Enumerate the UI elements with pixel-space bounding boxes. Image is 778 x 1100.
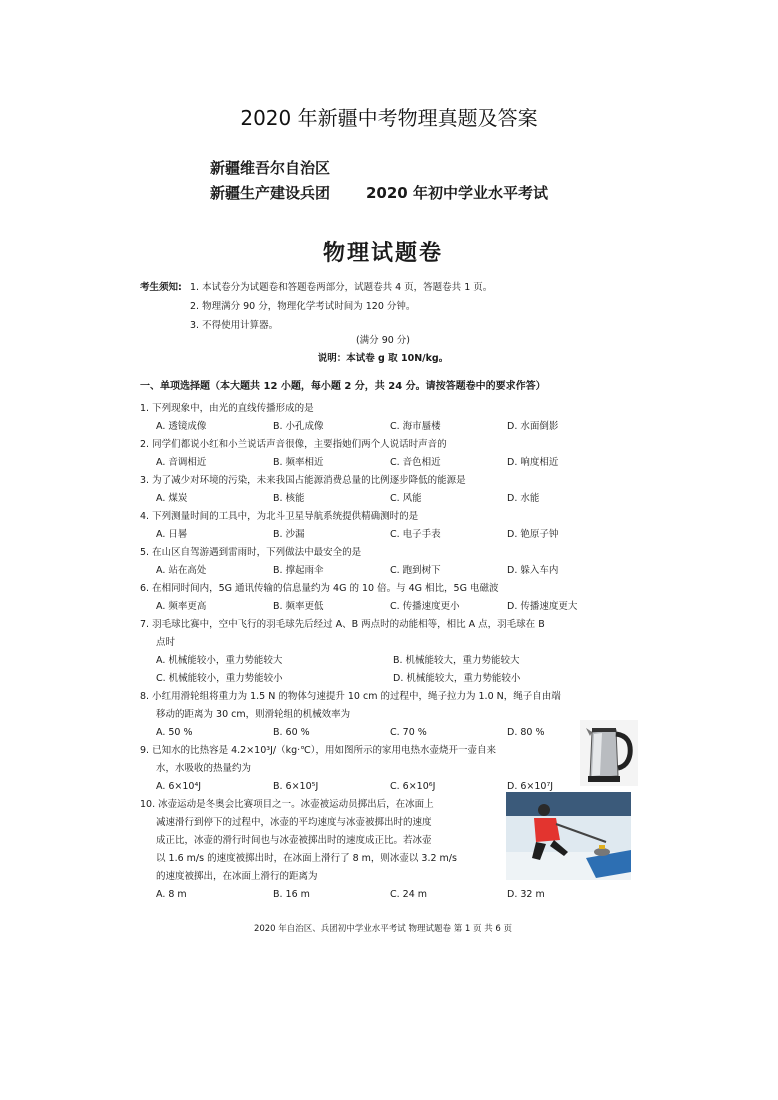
full-score-note: (满分 90 分) <box>355 335 411 346</box>
option: D. 80 % <box>507 727 545 738</box>
exam-name: 2020 年初中学业水平考试 <box>366 184 548 202</box>
option: B. 频率相近 <box>273 457 324 468</box>
question-6 <box>140 580 630 616</box>
question-1 <box>140 400 630 436</box>
candidate-notice <box>140 278 640 335</box>
option: A. 站在高处 <box>156 565 207 576</box>
option: D. 躲入车内 <box>507 565 559 576</box>
question-text: 1. 下列现象中，由光的直线传播形成的是 <box>140 403 314 414</box>
region-block <box>210 156 330 206</box>
option: D. 铯原子钟 <box>507 529 559 540</box>
option: C. 风能 <box>390 493 422 504</box>
option: B. 小孔成像 <box>273 421 324 432</box>
option: D. 响度相近 <box>507 457 559 468</box>
notice-item: 1. 本试卷分为试题卷和答题卷两部分，试题卷共 4 页，答题卷共 1 页。 <box>190 282 493 293</box>
option: C. 海市蜃楼 <box>390 421 441 432</box>
page-heading: 2020 年新疆中考物理真题及答案 <box>240 106 538 130</box>
question-3 <box>140 472 630 508</box>
option: B. 沙漏 <box>273 529 305 540</box>
question-text-cont: 水，水吸收的热量约为 <box>156 763 252 774</box>
option: B. 核能 <box>273 493 305 504</box>
question-7 <box>140 616 630 688</box>
question-text: 9. 已知水的比热容是 4.2×10³J/（kg·℃），用如图所示的家用电热水壶烧开一壶自来 <box>140 745 497 756</box>
region-line-2: 新疆生产建设兵团 <box>210 184 331 202</box>
option: C. 音色相近 <box>390 457 441 468</box>
region-line-1: 新疆维吾尔自治区 <box>210 159 331 177</box>
question-text: 2. 同学们都说小红和小兰说话声音很像，主要指她们两个人说话时声音的 <box>140 439 447 450</box>
option: D. 水面倒影 <box>507 421 559 432</box>
question-text-cont: 成正比，冰壶的滑行时间也与冰壶被掷出时的速度成正比。若冰壶 <box>156 835 432 846</box>
option: C. 电子手表 <box>390 529 441 540</box>
paper-title: 物理试题卷 <box>322 241 443 266</box>
option: A. 机械能较小，重力势能较大 <box>156 655 283 666</box>
explanation-note: 说明：本试卷 g 取 10N/kg。 <box>317 353 449 364</box>
option: A. 50 % <box>156 727 193 738</box>
question-text: 10. 冰壶运动是冬奥会比赛项目之一。冰壶被运动员掷出后，在冰面上 <box>140 799 434 810</box>
notice-item: 3. 不得使用计算器。 <box>190 320 279 331</box>
option: C. 机械能较小，重力势能较小 <box>156 673 283 684</box>
option: A. 6×10⁴J <box>156 781 202 792</box>
option: B. 16 m <box>273 889 310 900</box>
question-9 <box>140 742 630 796</box>
exam-paper-scan <box>118 150 648 940</box>
option: B. 频率更低 <box>273 601 324 612</box>
question-text: 8. 小红用滑轮组将重力为 1.5 N 的物体匀速提升 10 cm 的过程中，绳子拉力为 1.0 N，绳子自由端 <box>140 691 561 702</box>
question-4 <box>140 508 630 544</box>
question-text-cont: 移动的距离为 30 cm，则滑轮组的机械效率为 <box>156 709 351 720</box>
notice-label: 考生须知: <box>140 282 182 293</box>
question-text-cont: 减速滑行到停下的过程中，冰壶的平均速度与冰壶被掷出时的速度 <box>156 817 432 828</box>
question-text: 3. 为了减少对环境的污染，未来我国占能源消费总量的比例逐步降低的能源是 <box>140 475 466 486</box>
section-title: 一、单项选择题（本大题共 12 小题，每小题 2 分，共 24 分。请按答题卷中的要求作答） <box>140 381 546 392</box>
option: A. 8 m <box>156 889 187 900</box>
option: B. 机械能较大，重力势能较大 <box>393 655 520 666</box>
option: D. 32 m <box>507 889 545 900</box>
question-text: 7. 羽毛球比赛中，空中飞行的羽毛球先后经过 A、B 两点时的动能相等，相比 A 点，羽毛球在 B <box>140 619 545 630</box>
option: B. 60 % <box>273 727 310 738</box>
question-text-cont: 以 1.6 m/s 的速度被掷出时，在冰面上滑行了 8 m，则冰壶以 3.2 m/s <box>156 853 457 864</box>
question-5 <box>140 544 630 580</box>
question-text-cont: 的速度被掷出，在冰面上滑行的距离为 <box>156 871 318 882</box>
option: C. 跑到树下 <box>390 565 441 576</box>
option: D. 水能 <box>507 493 540 504</box>
option: D. 6×10⁷J <box>507 781 554 792</box>
option: C. 70 % <box>390 727 427 738</box>
option: C. 传播速度更小 <box>390 601 460 612</box>
question-text: 6. 在相同时间内，5G 通讯传输的信息量约为 4G 的 10 倍。与 4G 相比，5G 电磁波 <box>140 583 499 594</box>
page-footer: 2020 年自治区、兵团初中学业水平考试 物理试题卷 第 1 页 共 6 页 <box>253 924 513 934</box>
question-text: 5. 在山区自驾游遇到雷雨时，下列做法中最安全的是 <box>140 547 362 558</box>
option: C. 6×10⁶J <box>390 781 436 792</box>
curling-athlete-image <box>506 792 631 880</box>
option: C. 24 m <box>390 889 428 900</box>
option: B. 撑起雨伞 <box>273 565 324 576</box>
question-2 <box>140 436 630 472</box>
option: A. 频率更高 <box>156 601 207 612</box>
option: D. 机械能较大，重力势能较小 <box>393 673 521 684</box>
question-text-cont: 点时 <box>156 637 176 648</box>
option: A. 日晷 <box>156 529 188 540</box>
question-text: 4. 下列测量时间的工具中，为北斗卫星导航系统提供精确测时的是 <box>140 511 419 522</box>
electric-kettle-image <box>580 720 638 786</box>
question-8 <box>140 688 630 742</box>
option: B. 6×10⁵J <box>273 781 319 792</box>
option: A. 透镜成像 <box>156 421 207 432</box>
option: A. 煤炭 <box>156 493 188 504</box>
option: D. 传播速度更大 <box>507 601 578 612</box>
option: A. 音调相近 <box>156 457 207 468</box>
notice-item: 2. 物理满分 90 分，物理化学考试时间为 120 分钟。 <box>190 301 416 312</box>
